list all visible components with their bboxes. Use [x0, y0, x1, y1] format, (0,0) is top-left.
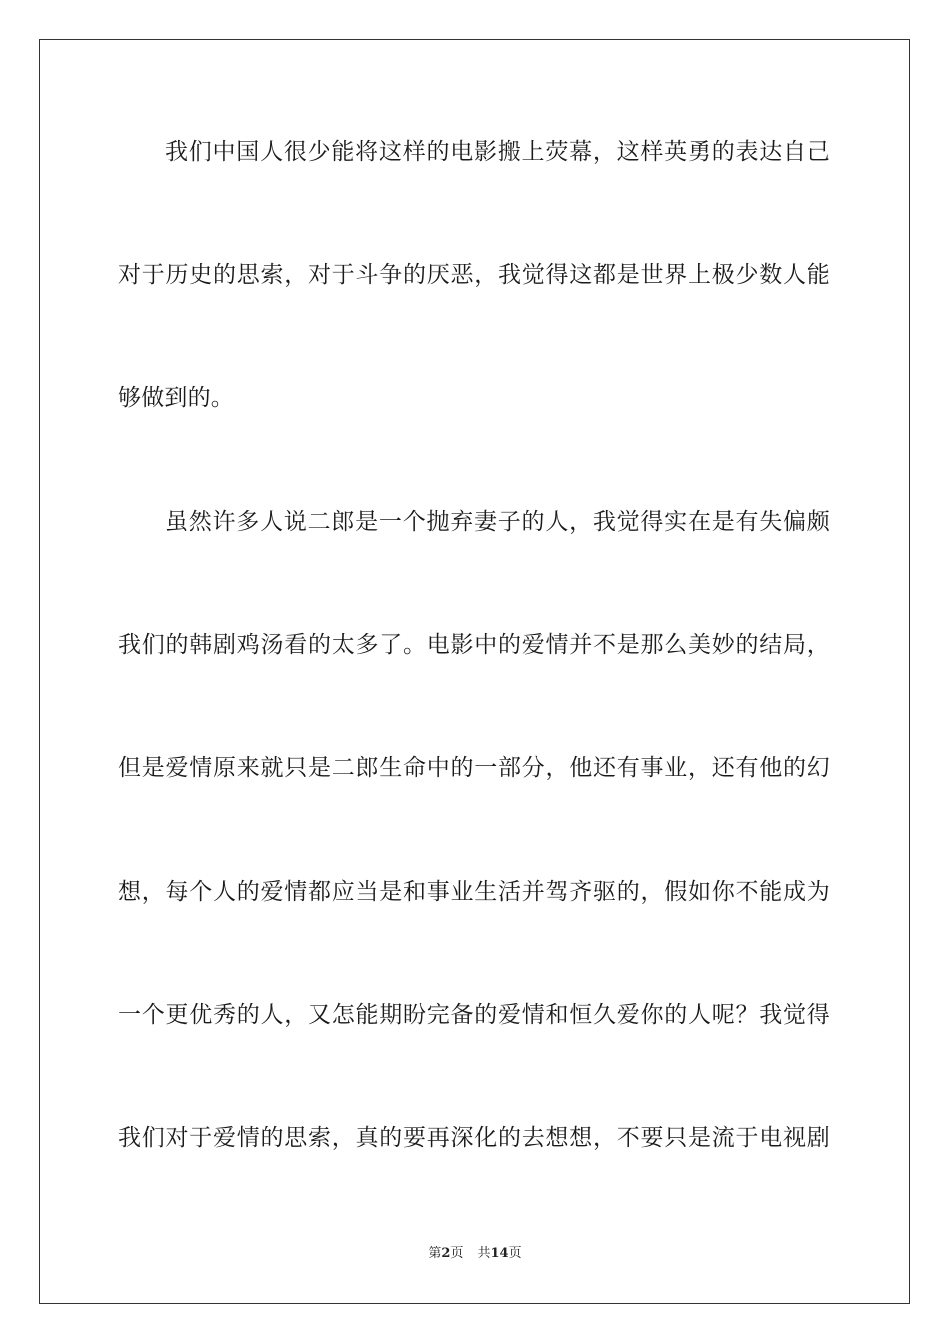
paragraph-2-line-5: 一个更优秀的人，又怎能期盼完备的爱情和恒久爱你的人呢？我觉得	[118, 1002, 830, 1028]
page-number: 2	[441, 1246, 451, 1261]
total-suffix: 页	[508, 1246, 522, 1261]
page-border	[39, 39, 910, 1304]
paragraph-1-line-2: 对于历史的思索，对于斗争的厌恶，我觉得这都是世界上极少数人能	[118, 262, 830, 288]
total-pages: 14	[490, 1246, 509, 1261]
page-prefix: 第	[428, 1246, 442, 1261]
paragraph-1-line-3: 够做到的。	[118, 385, 234, 411]
page-footer	[0, 1245, 950, 1263]
paragraph-2-line-6: 我们对于爱情的思索，真的要再深化的去想想，不要只是流于电视剧	[118, 1125, 830, 1151]
paragraph-2-line-3: 但是爱情原来就只是二郎生命中的一部分，他还有事业，还有他的幻	[118, 755, 830, 781]
total-prefix: 共	[477, 1246, 491, 1261]
paragraph-1-line-1: 我们中国人很少能将这样的电影搬上荧幕，这样英勇的表达自己	[165, 139, 830, 165]
paragraph-2-line-2: 我们的韩剧鸡汤看的太多了。电影中的爱情并不是那么美妙的结局，	[118, 632, 830, 658]
paragraph-2-line-1: 虽然许多人说二郎是一个抛弃妻子的人，我觉得实在是有失偏颇	[165, 509, 830, 535]
paragraph-2-line-4: 想，每个人的爱情都应当是和事业生活并驾齐驱的，假如你不能成为	[118, 879, 830, 905]
page-suffix: 页	[450, 1246, 464, 1261]
